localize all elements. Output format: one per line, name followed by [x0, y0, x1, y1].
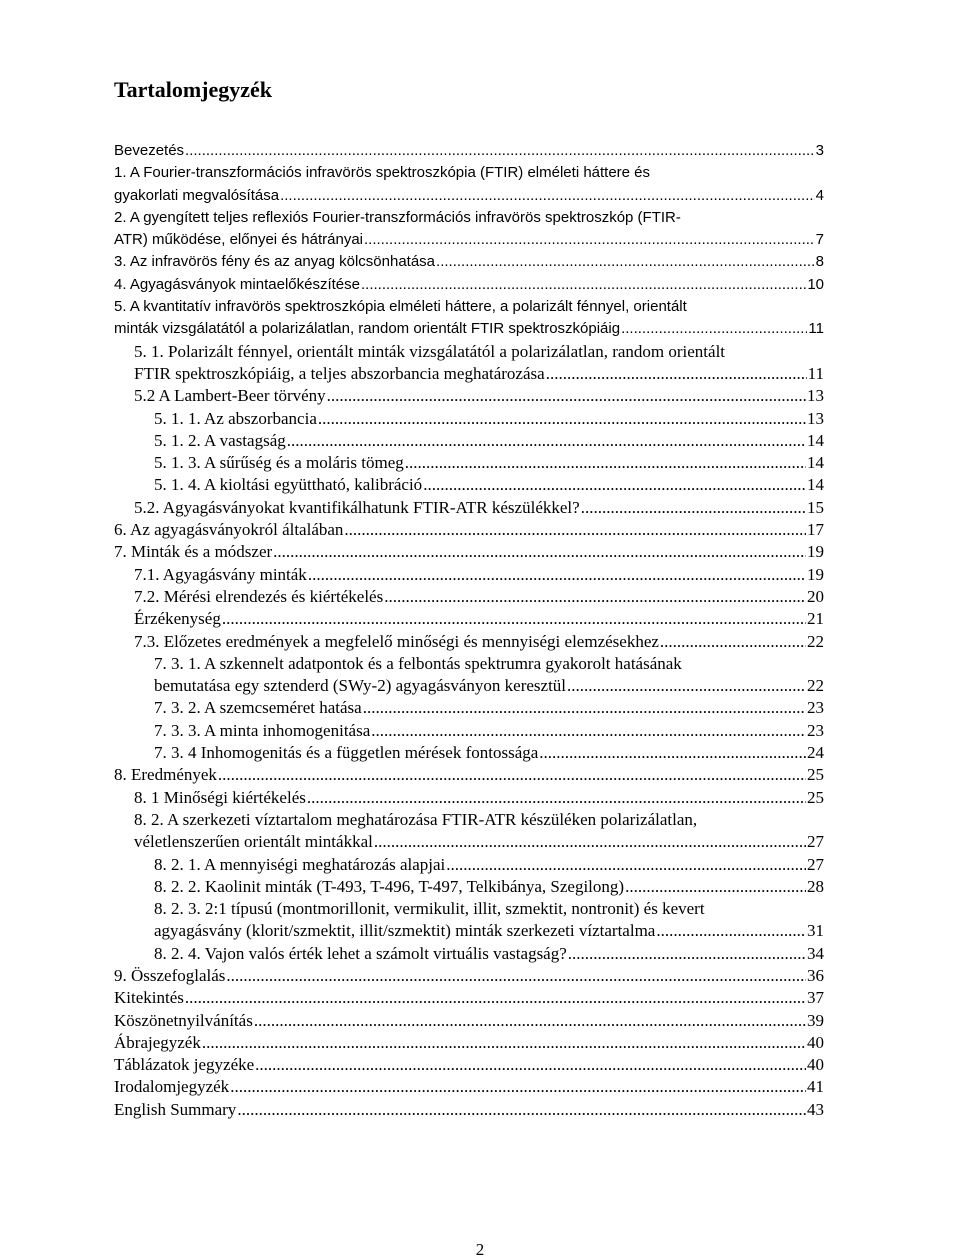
- toc-entry-text: English Summary: [114, 1099, 237, 1119]
- toc-entry-text: 7. 3. 3. A minta inhomogenitása: [154, 720, 371, 740]
- toc-entry-text: 7. 3. 4 Inhomogenitás és a független mérések fontossága: [154, 743, 539, 763]
- toc-page-number: 41: [807, 1077, 824, 1097]
- toc-page-number: 39: [807, 1010, 824, 1030]
- toc-entry-text: 8. 2. 2. Kaolinit minták (T-493, T-496, T-497, Telkibánya, Szegilong): [154, 876, 625, 896]
- dot-leader: [287, 430, 806, 452]
- toc-entry-text: 8. Eredmények: [114, 765, 217, 785]
- toc-entry[interactable]: [154, 474, 824, 496]
- toc-page-number: 40: [807, 1055, 824, 1075]
- toc-page-number: 11: [807, 363, 824, 383]
- toc-entry-text: 5. A kvantitatív infravörös spektroszkópia elméleti háttere, a polarizált fénnyel, orientált: [114, 298, 687, 316]
- toc-page-number: 14: [807, 430, 824, 450]
- dot-leader: [384, 586, 806, 608]
- toc-entry[interactable]: [154, 898, 824, 943]
- toc-entry[interactable]: [134, 564, 824, 586]
- toc-entry-text: 7. 3. 2. A szemcseméret hatása: [154, 698, 362, 718]
- toc-entry-text: 5. 1. Polarizált fénnyel, orientált minták vizsgálatától a polarizálatlan, random orientált: [134, 341, 726, 361]
- dot-leader: [568, 943, 806, 965]
- toc-page-number: 23: [807, 720, 824, 740]
- toc-page-number: 10: [807, 275, 824, 293]
- toc-page-number: 40: [807, 1032, 824, 1052]
- dot-leader: [255, 1054, 806, 1076]
- toc-entry-text: Táblázatok jegyzéke: [114, 1055, 255, 1075]
- toc-entry-text: 8. 1 Minőségi kiértékelés: [134, 787, 306, 807]
- toc-entry[interactable]: [114, 140, 824, 162]
- toc-entry-text: 1. A Fourier-transzformációs infravörös spektroszkópia (FTIR) elméleti háttere és: [114, 164, 651, 182]
- dot-leader: [308, 564, 806, 586]
- toc-entry[interactable]: [154, 943, 824, 965]
- dot-leader: [581, 497, 806, 519]
- dot-leader: [660, 631, 806, 653]
- dot-leader: [218, 764, 806, 786]
- toc-page-number: 36: [807, 965, 824, 985]
- toc-entry-text: 9. Összefoglalás: [114, 965, 226, 985]
- dot-leader: [327, 385, 806, 407]
- toc-entry[interactable]: [154, 430, 824, 452]
- toc-page-number: 37: [807, 988, 824, 1008]
- toc-page-number: 25: [807, 765, 824, 785]
- toc-entry[interactable]: [154, 854, 824, 876]
- toc-page-number: 14: [807, 475, 824, 495]
- dot-leader: [625, 876, 806, 898]
- toc-entry-text: 5.2 A Lambert-Beer törvény: [134, 386, 326, 406]
- toc-entry-text: 8. 2. A szerkezeti víztartalom meghatározása FTIR-ATR készüléken polarizálatlan,: [134, 809, 698, 829]
- page-number: 2: [475, 1240, 485, 1259]
- toc-entry-text: véletlenszerűen orientált mintákkal: [134, 832, 373, 852]
- page-title: Tartalomjegyzék: [114, 77, 273, 102]
- toc-entry-text: Kitekintés: [114, 988, 184, 1008]
- dot-leader: [307, 787, 806, 809]
- toc-entry[interactable]: [134, 608, 824, 630]
- toc-entry[interactable]: [154, 742, 824, 764]
- toc-entry[interactable]: [114, 1054, 824, 1076]
- toc-page-number: 7: [815, 231, 824, 249]
- toc-entry-text: 5. 1. 1. Az abszorbancia: [154, 408, 317, 428]
- dot-leader: [656, 920, 806, 942]
- toc-page-number: 19: [807, 564, 824, 584]
- dot-leader: [546, 363, 807, 385]
- toc-entry-text: 5. 1. 3. A sűrűség és a moláris tömeg: [154, 453, 404, 473]
- toc-entry-text: 6. Az agyagásványokról általában: [114, 520, 344, 540]
- toc-page-number: 24: [807, 743, 824, 763]
- toc-entry[interactable]: [114, 1010, 824, 1032]
- toc-entry[interactable]: [114, 207, 824, 252]
- toc-page-number: 14: [807, 453, 824, 473]
- toc-entry-text: 5. 1. 2. A vastagság: [154, 430, 286, 450]
- toc-page-number: 21: [807, 609, 824, 629]
- toc-entry[interactable]: [134, 586, 824, 608]
- toc-entry-text: 4. Agyagásványok mintaelőkészítése: [114, 275, 360, 293]
- dot-leader: [254, 1010, 806, 1032]
- toc-entry[interactable]: [114, 251, 824, 273]
- toc-entry[interactable]: [114, 541, 824, 563]
- toc-entry[interactable]: [134, 631, 824, 653]
- toc-entry-text: 2. A gyengített teljes reflexiós Fourier-transzformációs infravörös spektroszkóp (FTIR-: [114, 208, 681, 226]
- toc-entry-text: 8. 2. 1. A mennyiségi meghatározás alapjai: [154, 854, 446, 874]
- dot-leader: [344, 519, 806, 541]
- toc-page-number: 31: [807, 921, 824, 941]
- toc-page-number: 11: [808, 320, 824, 338]
- dot-leader: [405, 452, 806, 474]
- toc-entry-text: 5.2. Agyagásványokat kvantifikálhatunk FTIR-ATR készülékkel?: [134, 497, 580, 517]
- toc-entry-text: ATR) működése, előnyei és hátrányai: [114, 231, 364, 249]
- toc-page-number: 23: [807, 698, 824, 718]
- toc-entry-text: 7.2. Mérési elrendezés és kiértékelés: [134, 586, 384, 606]
- toc-entry[interactable]: [154, 653, 824, 698]
- toc-page-number: 43: [807, 1099, 824, 1119]
- toc-entry[interactable]: [134, 809, 824, 854]
- dot-leader: [374, 831, 806, 853]
- toc-page-number: 4: [815, 186, 824, 204]
- toc-entry[interactable]: [114, 519, 824, 541]
- dot-leader: [273, 541, 806, 563]
- toc-page-number: 27: [807, 832, 824, 852]
- toc-entry[interactable]: [114, 965, 824, 987]
- dot-leader: [237, 1099, 806, 1121]
- toc-page-number: 22: [807, 631, 824, 651]
- dot-leader: [446, 854, 806, 876]
- dot-leader: [567, 675, 806, 697]
- dot-leader: [621, 318, 807, 340]
- toc-entry-text: Ábrajegyzék: [114, 1032, 201, 1052]
- toc-entry-text: 7. Minták és a módszer: [114, 542, 273, 562]
- toc-page-number: 13: [807, 408, 824, 428]
- dot-leader: [539, 742, 806, 764]
- toc-entry-text: 5. 1. 4. A kioltási együttható, kalibráció: [154, 475, 423, 495]
- toc-page-number: 8: [815, 253, 824, 271]
- toc-entry-text: 8. 2. 4. Vajon valós érték lehet a számolt virtuális vastagság?: [154, 943, 567, 963]
- toc-entry-text: Bevezetés: [114, 142, 185, 159]
- toc-entry[interactable]: [154, 408, 824, 430]
- toc-entry-text: Irodalomjegyzék: [114, 1077, 230, 1097]
- toc-entry[interactable]: [114, 987, 824, 1009]
- dot-leader: [363, 697, 806, 719]
- dot-leader: [185, 140, 815, 162]
- toc-entry[interactable]: [134, 385, 824, 407]
- toc-entry[interactable]: [114, 1099, 824, 1121]
- toc-entry[interactable]: [134, 787, 824, 809]
- dot-leader: [280, 185, 815, 207]
- table-of-contents: [114, 140, 824, 1121]
- dot-leader: [226, 965, 806, 987]
- dot-leader: [436, 251, 815, 273]
- toc-entry-text: bemutatása egy sztenderd (SWy-2) agyagásványon keresztül: [154, 676, 567, 696]
- toc-entry[interactable]: [154, 720, 824, 742]
- toc-entry[interactable]: [114, 1076, 824, 1098]
- dot-leader: [364, 229, 815, 251]
- toc-entry[interactable]: [154, 876, 824, 898]
- toc-page-number: 15: [807, 497, 824, 517]
- toc-page-number: 34: [807, 943, 824, 963]
- toc-entry-text: 7. 3. 1. A szkennelt adatpontok és a felbontás spektrumra gyakorolt hatásának: [154, 653, 682, 673]
- toc-page-number: 20: [807, 586, 824, 606]
- toc-entry[interactable]: [154, 697, 824, 719]
- toc-page-number: 3: [815, 142, 824, 159]
- toc-entry[interactable]: [154, 452, 824, 474]
- toc-entry-text: gyakorlati megvalósítása: [114, 186, 280, 204]
- dot-leader: [202, 1032, 806, 1054]
- dot-leader: [371, 720, 806, 742]
- dot-leader: [423, 474, 806, 496]
- toc-entry-text: minták vizsgálatától a polarizálatlan, random orientált FTIR spektroszkópiáig: [114, 320, 621, 338]
- toc-entry[interactable]: [114, 274, 824, 296]
- toc-page-number: 13: [807, 386, 824, 406]
- dot-leader: [185, 987, 806, 1009]
- toc-entry-text: 8. 2. 3. 2:1 típusú (montmorillonit, vermikulit, illit, szmektit, nontronit) és kevert: [154, 899, 705, 919]
- toc-entry[interactable]: [134, 497, 824, 519]
- toc-page-number: 17: [807, 520, 824, 540]
- toc-entry-text: Köszönetnyilvánítás: [114, 1010, 253, 1030]
- dot-leader: [318, 408, 806, 430]
- toc-entry[interactable]: [114, 764, 824, 786]
- dot-leader: [230, 1076, 806, 1098]
- toc-page-number: 25: [807, 787, 824, 807]
- toc-page-number: 27: [807, 854, 824, 874]
- dot-leader: [361, 274, 806, 296]
- toc-entry[interactable]: [114, 296, 824, 341]
- toc-entry[interactable]: [114, 1032, 824, 1054]
- toc-entry-text: 7.1. Agyagásvány minták: [134, 564, 307, 584]
- toc-entry-text: FTIR spektroszkópiáig, a teljes abszorbancia meghatározása: [134, 363, 545, 383]
- toc-entry[interactable]: [114, 162, 824, 207]
- toc-entry[interactable]: [134, 341, 824, 386]
- toc-entry-text: agyagásvány (klorit/szmektit, illit/szmektit) minták szerkezeti víztartalma: [154, 921, 656, 941]
- toc-entry-text: Érzékenység: [134, 609, 221, 629]
- dot-leader: [222, 608, 806, 630]
- toc-page-number: 19: [807, 542, 824, 562]
- toc-page-number: 28: [807, 876, 824, 896]
- toc-page-number: 22: [807, 676, 824, 696]
- toc-entry-text: 7.3. Előzetes eredmények a megfelelő minőségi és mennyiségi elemzésekhez: [134, 631, 659, 651]
- toc-entry-text: 3. Az infravörös fény és az anyag kölcsönhatása: [114, 253, 436, 271]
